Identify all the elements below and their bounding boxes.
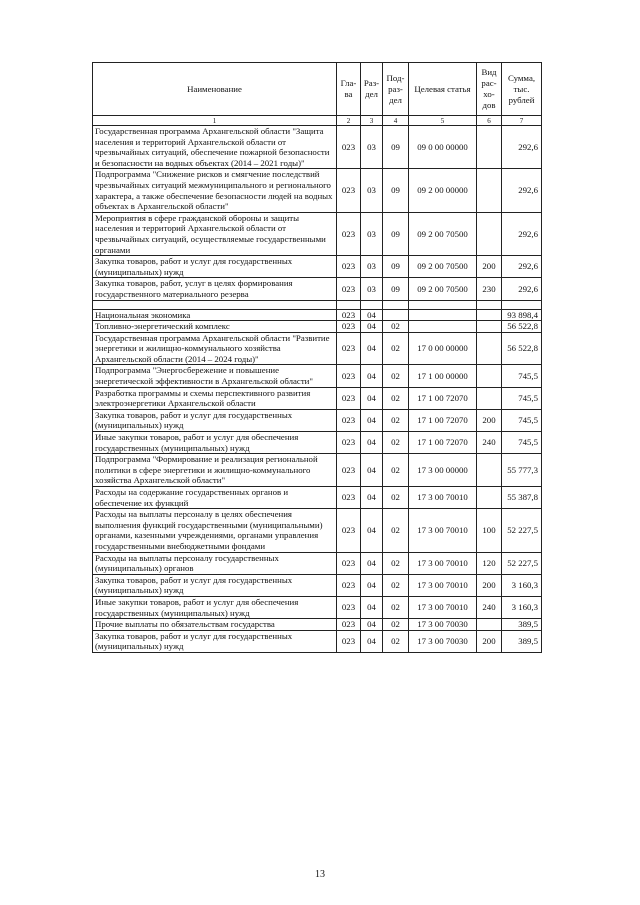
row-summa: 389,5 bbox=[502, 630, 542, 652]
table-row bbox=[93, 212, 542, 255]
row-vid: 200 bbox=[477, 409, 502, 431]
row-podrazdel: 02 bbox=[383, 619, 409, 631]
row-statya: 17 1 00 72070 bbox=[409, 409, 477, 431]
row-name: Закупка товаров, работ и услуг для государственных (муниципальных) нужд bbox=[93, 409, 337, 431]
row-statya: 09 2 00 70500 bbox=[409, 212, 477, 255]
row-statya: 17 3 00 70010 bbox=[409, 596, 477, 618]
row-vid: 120 bbox=[477, 552, 502, 574]
row-razdel: 03 bbox=[361, 126, 383, 169]
table-row bbox=[93, 300, 542, 309]
table-row bbox=[93, 256, 542, 278]
row-glava: 023 bbox=[337, 169, 361, 212]
row-summa: 3 160,3 bbox=[502, 574, 542, 596]
header-summa: Сумма, тыс. рублей bbox=[502, 63, 542, 116]
row-statya: 17 3 00 70030 bbox=[409, 619, 477, 631]
row-summa: 389,5 bbox=[502, 619, 542, 631]
table-row bbox=[93, 487, 542, 509]
row-name: Иные закупки товаров, работ и услуг для обеспечения государственных (муниципальных) нужд bbox=[93, 596, 337, 618]
header-glava: Гла-ва bbox=[337, 63, 361, 116]
header-name: Наименование bbox=[93, 63, 337, 116]
row-vid bbox=[477, 619, 502, 631]
row-podrazdel: 02 bbox=[383, 596, 409, 618]
table-row bbox=[93, 309, 542, 321]
row-razdel: 03 bbox=[361, 212, 383, 255]
row-statya: 17 3 00 70010 bbox=[409, 574, 477, 596]
row-name: Закупка товаров, работ и услуг для государственных (муниципальных) нужд bbox=[93, 630, 337, 652]
column-index: 7 bbox=[502, 116, 542, 126]
row-podrazdel bbox=[383, 309, 409, 321]
page-number: 13 bbox=[315, 869, 325, 880]
row-razdel: 04 bbox=[361, 509, 383, 552]
table-row bbox=[93, 332, 542, 365]
row-summa: 745,5 bbox=[502, 432, 542, 454]
row-vid bbox=[477, 332, 502, 365]
row-glava: 023 bbox=[337, 309, 361, 321]
row-razdel: 04 bbox=[361, 454, 383, 487]
table-row bbox=[93, 365, 542, 387]
row-vid: 240 bbox=[477, 596, 502, 618]
row-glava: 023 bbox=[337, 596, 361, 618]
row-statya bbox=[409, 309, 477, 321]
row-name: Государственная программа Архангельской области "Защита населения и территорий Архангельской области от чрезвычайных ситуаций, обеспечение пожарной безопасности и безопасности на водных объектах (2014 – 2021 годы)" bbox=[93, 126, 337, 169]
row-name: Расходы на выплаты персоналу государственных (муниципальных) органов bbox=[93, 552, 337, 574]
row-podrazdel: 02 bbox=[383, 630, 409, 652]
row-summa: 56 522,8 bbox=[502, 321, 542, 333]
column-index: 1 bbox=[93, 116, 337, 126]
row-razdel: 04 bbox=[361, 574, 383, 596]
table-row bbox=[93, 387, 542, 409]
row-statya bbox=[409, 321, 477, 333]
table-row bbox=[93, 321, 542, 333]
table-row bbox=[93, 169, 542, 212]
row-podrazdel: 09 bbox=[383, 169, 409, 212]
row-glava: 023 bbox=[337, 365, 361, 387]
row-glava: 023 bbox=[337, 212, 361, 255]
row-statya: 17 3 00 70010 bbox=[409, 552, 477, 574]
row-glava: 023 bbox=[337, 487, 361, 509]
row-podrazdel: 02 bbox=[383, 509, 409, 552]
column-index: 6 bbox=[477, 116, 502, 126]
row-statya: 09 2 00 00000 bbox=[409, 169, 477, 212]
column-index: 4 bbox=[383, 116, 409, 126]
row-vid: 240 bbox=[477, 432, 502, 454]
row-vid bbox=[477, 454, 502, 487]
table-row bbox=[93, 432, 542, 454]
row-razdel: 04 bbox=[361, 619, 383, 631]
row-summa: 745,5 bbox=[502, 409, 542, 431]
row-vid bbox=[477, 126, 502, 169]
row-podrazdel: 02 bbox=[383, 487, 409, 509]
row-summa: 52 227,5 bbox=[502, 509, 542, 552]
table-row bbox=[93, 574, 542, 596]
table-row bbox=[93, 278, 542, 300]
row-vid bbox=[477, 212, 502, 255]
table-row bbox=[93, 596, 542, 618]
row-glava bbox=[337, 300, 361, 309]
row-podrazdel: 02 bbox=[383, 409, 409, 431]
column-index: 2 bbox=[337, 116, 361, 126]
table-row bbox=[93, 552, 542, 574]
row-razdel: 04 bbox=[361, 432, 383, 454]
row-name: Закупка товаров, работ, услуг в целях формирования государственного материального резерва bbox=[93, 278, 337, 300]
row-summa: 93 898,4 bbox=[502, 309, 542, 321]
row-razdel: 04 bbox=[361, 387, 383, 409]
row-statya: 17 1 00 00000 bbox=[409, 365, 477, 387]
table-header bbox=[93, 63, 542, 126]
row-statya bbox=[409, 300, 477, 309]
row-vid: 230 bbox=[477, 278, 502, 300]
column-index: 5 bbox=[409, 116, 477, 126]
row-summa: 56 522,8 bbox=[502, 332, 542, 365]
row-statya: 09 0 00 00000 bbox=[409, 126, 477, 169]
row-podrazdel: 02 bbox=[383, 332, 409, 365]
row-glava: 023 bbox=[337, 256, 361, 278]
row-razdel: 04 bbox=[361, 487, 383, 509]
table-row bbox=[93, 630, 542, 652]
row-razdel bbox=[361, 300, 383, 309]
row-podrazdel bbox=[383, 300, 409, 309]
row-razdel: 04 bbox=[361, 332, 383, 365]
row-razdel: 04 bbox=[361, 321, 383, 333]
row-glava: 023 bbox=[337, 332, 361, 365]
row-statya: 17 3 00 00000 bbox=[409, 454, 477, 487]
row-podrazdel: 02 bbox=[383, 365, 409, 387]
row-statya: 09 2 00 70500 bbox=[409, 256, 477, 278]
row-summa: 292,6 bbox=[502, 126, 542, 169]
row-summa: 52 227,5 bbox=[502, 552, 542, 574]
row-podrazdel: 02 bbox=[383, 552, 409, 574]
table-row bbox=[93, 126, 542, 169]
row-glava: 023 bbox=[337, 619, 361, 631]
row-podrazdel: 09 bbox=[383, 212, 409, 255]
row-statya: 17 3 00 70010 bbox=[409, 487, 477, 509]
table-row bbox=[93, 509, 542, 552]
column-index: 3 bbox=[361, 116, 383, 126]
row-podrazdel: 09 bbox=[383, 126, 409, 169]
table-row bbox=[93, 409, 542, 431]
header-podrazdel: Под-раз-дел bbox=[383, 63, 409, 116]
row-name: Закупка товаров, работ и услуг для государственных (муниципальных) нужд bbox=[93, 574, 337, 596]
row-glava: 023 bbox=[337, 321, 361, 333]
row-statya: 17 3 00 70010 bbox=[409, 509, 477, 552]
table-body bbox=[93, 126, 542, 653]
row-razdel: 04 bbox=[361, 309, 383, 321]
header-vid: Вид рас-хо-дов bbox=[477, 63, 502, 116]
row-razdel: 03 bbox=[361, 256, 383, 278]
row-name: Разработка программы и схемы перспективного развития электроэнергетики Архангельской области bbox=[93, 387, 337, 409]
row-summa: 292,6 bbox=[502, 256, 542, 278]
row-summa: 292,6 bbox=[502, 169, 542, 212]
row-summa: 745,5 bbox=[502, 365, 542, 387]
row-name: Национальная экономика bbox=[93, 309, 337, 321]
row-name: Мероприятия в сфере гражданской обороны и защиты населения и территорий Архангельской области от чрезвычайных ситуаций, осуществляемые государственными органами bbox=[93, 212, 337, 255]
row-razdel: 04 bbox=[361, 630, 383, 652]
row-name bbox=[93, 300, 337, 309]
row-glava: 023 bbox=[337, 278, 361, 300]
row-summa: 292,6 bbox=[502, 278, 542, 300]
row-statya: 17 3 00 70030 bbox=[409, 630, 477, 652]
row-name: Расходы на выплаты персоналу в целях обеспечения выполнения функций государственными (муниципальными) органами, казенными учреждениями, органами управления государственными внебюджетными фондами bbox=[93, 509, 337, 552]
table-row bbox=[93, 454, 542, 487]
row-name: Иные закупки товаров, работ и услуг для обеспечения государственных (муниципальных) нужд bbox=[93, 432, 337, 454]
row-summa: 745,5 bbox=[502, 387, 542, 409]
row-summa: 3 160,3 bbox=[502, 596, 542, 618]
row-statya: 09 2 00 70500 bbox=[409, 278, 477, 300]
row-glava: 023 bbox=[337, 387, 361, 409]
row-podrazdel: 02 bbox=[383, 454, 409, 487]
row-name: Подпрограмма "Формирование и реализация региональной политики в сфере энергетики и жилищно-коммунального хозяйства Архангельской области" bbox=[93, 454, 337, 487]
column-index-row bbox=[93, 116, 542, 126]
row-name: Расходы на содержание государственных органов и обеспечение их функций bbox=[93, 487, 337, 509]
budget-table bbox=[92, 62, 542, 653]
row-summa: 55 387,8 bbox=[502, 487, 542, 509]
row-statya: 17 1 00 72070 bbox=[409, 387, 477, 409]
row-razdel: 03 bbox=[361, 278, 383, 300]
row-name: Топливно-энергетический комплекс bbox=[93, 321, 337, 333]
row-vid bbox=[477, 300, 502, 309]
row-vid: 200 bbox=[477, 630, 502, 652]
row-glava: 023 bbox=[337, 630, 361, 652]
row-podrazdel: 02 bbox=[383, 321, 409, 333]
row-podrazdel: 02 bbox=[383, 432, 409, 454]
row-name: Прочие выплаты по обязательствам государства bbox=[93, 619, 337, 631]
row-podrazdel: 02 bbox=[383, 574, 409, 596]
row-glava: 023 bbox=[337, 454, 361, 487]
row-razdel: 04 bbox=[361, 365, 383, 387]
row-podrazdel: 09 bbox=[383, 256, 409, 278]
row-glava: 023 bbox=[337, 509, 361, 552]
row-vid: 200 bbox=[477, 256, 502, 278]
row-glava: 023 bbox=[337, 574, 361, 596]
row-name: Закупка товаров, работ и услуг для государственных (муниципальных) нужд bbox=[93, 256, 337, 278]
row-glava: 023 bbox=[337, 126, 361, 169]
row-podrazdel: 09 bbox=[383, 278, 409, 300]
row-razdel: 04 bbox=[361, 409, 383, 431]
header-statya: Целевая статья bbox=[409, 63, 477, 116]
row-name: Подпрограмма "Энергосбережение и повышение энергетической эффективности в Архангельской области" bbox=[93, 365, 337, 387]
row-statya: 17 0 00 00000 bbox=[409, 332, 477, 365]
row-razdel: 04 bbox=[361, 552, 383, 574]
table-row bbox=[93, 619, 542, 631]
row-glava: 023 bbox=[337, 409, 361, 431]
row-name: Подпрограмма "Снижение рисков и смягчение последствий чрезвычайных ситуаций межмуниципального и регионального характера, а также обеспечение безопасности людей на водных объектах в Архангельской области" bbox=[93, 169, 337, 212]
row-summa: 55 777,3 bbox=[502, 454, 542, 487]
row-vid bbox=[477, 169, 502, 212]
row-vid bbox=[477, 309, 502, 321]
row-vid bbox=[477, 387, 502, 409]
row-razdel: 03 bbox=[361, 169, 383, 212]
row-glava: 023 bbox=[337, 432, 361, 454]
row-summa bbox=[502, 300, 542, 309]
row-name: Государственная программа Архангельской области "Развитие энергетики и жилищно-коммунального хозяйства Архангельской области (2014 – 2024 годы)" bbox=[93, 332, 337, 365]
row-vid bbox=[477, 487, 502, 509]
row-summa: 292,6 bbox=[502, 212, 542, 255]
row-podrazdel: 02 bbox=[383, 387, 409, 409]
row-razdel: 04 bbox=[361, 596, 383, 618]
row-vid bbox=[477, 321, 502, 333]
row-vid: 100 bbox=[477, 509, 502, 552]
row-vid bbox=[477, 365, 502, 387]
row-statya: 17 1 00 72070 bbox=[409, 432, 477, 454]
header-razdel: Раз-дел bbox=[361, 63, 383, 116]
row-vid: 200 bbox=[477, 574, 502, 596]
row-glava: 023 bbox=[337, 552, 361, 574]
